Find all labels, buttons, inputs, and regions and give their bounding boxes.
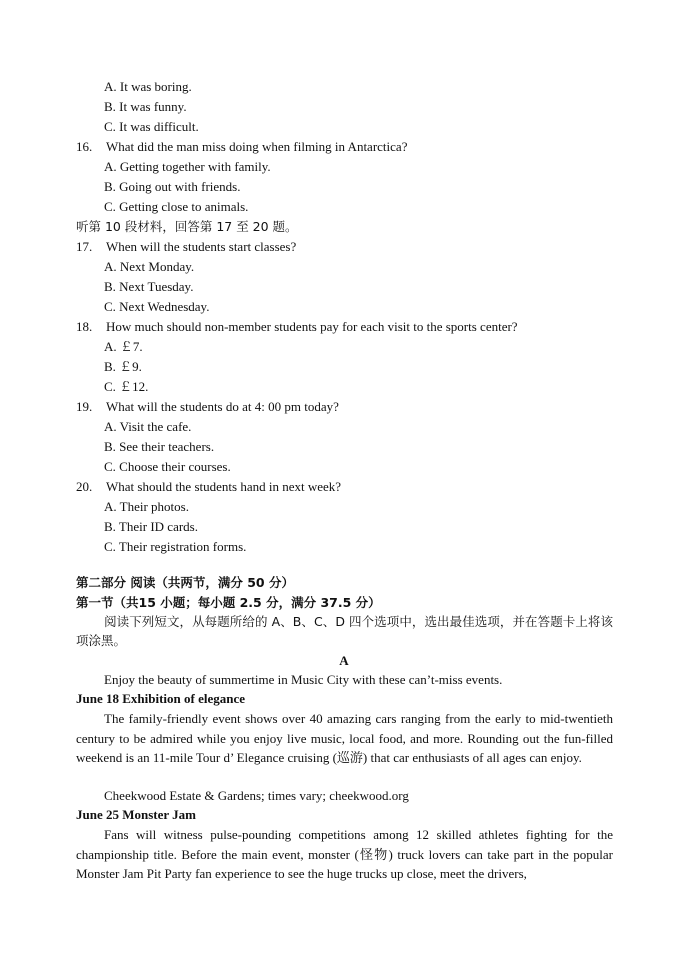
section-1-heading: 第一节（共15 小题；每小题 2.5 分，满分 37.5 分） <box>76 595 381 610</box>
q18-question: How much should non-member students pay for each visit to the sports center? <box>106 319 518 334</box>
q18-option-b: B. ￡9. <box>104 359 142 374</box>
q17-option-b: B. Next Tuesday. <box>104 279 194 294</box>
event-2-body <box>76 825 613 884</box>
q16-question: What did the man miss doing when filming in Antarctica? <box>106 139 408 154</box>
event-1-title: June 18 Exhibition of elegance <box>76 691 246 706</box>
q19-option-a: A. Visit the cafe. <box>104 419 192 434</box>
q17-number: 17. <box>76 239 93 254</box>
q20-option-a: A. Their photos. <box>104 499 189 514</box>
event-1-venue: Cheekwood Estate & Gardens; times vary; cheekwood.org <box>104 788 409 803</box>
q16-option-a: A. Getting together with family. <box>104 159 271 174</box>
q18-option-a: A. ￡7. <box>104 339 143 354</box>
q15-option-a: A. It was boring. <box>104 79 192 94</box>
q16-option-c: C. Getting close to animals. <box>104 199 249 214</box>
q20-number: 20. <box>76 479 93 494</box>
q16-number: 16. <box>76 139 93 154</box>
q19-number: 19. <box>76 399 93 414</box>
reading-instructions-text: 阅读下列短文，从每题所给的 A、B、C、D 四个选项中，选出最佳选项，并在答题卡上将该项涂黑。 <box>76 614 613 648</box>
passage-label: A <box>339 653 349 668</box>
q19-option-c: C. Choose their courses. <box>104 459 231 474</box>
q16-option-b: B. Going out with friends. <box>104 179 241 194</box>
q18-number: 18. <box>76 319 93 334</box>
event-2-body-text: Fans will witness pulse-pounding competitions among 12 skilled athletes fighting for the championship title. Before the main event, monster (怪物) truck lovers can take part in the popular Monster Jam Pit Party fan experience to see the huge trucks up close, meet the drivers, <box>76 827 613 882</box>
part-2-heading: 第二部分 阅读（共两节，满分 50 分） <box>76 575 294 590</box>
reading-instructions <box>76 612 613 650</box>
q17-option-c: C. Next Wednesday. <box>104 299 210 314</box>
q20-option-c: C. Their registration forms. <box>104 539 247 554</box>
event-1-body-text: The family-friendly event shows over 40 amazing cars ranging from the early to mid-twentieth century to be admired while you enjoy live music, local food, and more. Rounding out the fun-filled weekend is an 11-mile Tour d’ Elegance cruising (巡游) that car enthusiasts of all ages can enjoy. <box>76 711 613 766</box>
passage-intro: Enjoy the beauty of summertime in Music City with these can’t-miss events. <box>104 672 503 687</box>
q17-question: When will the students start classes? <box>106 239 297 254</box>
q19-question: What will the students do at 4: 00 pm today? <box>106 399 339 414</box>
q15-option-c: C. It was difficult. <box>104 119 199 134</box>
q20-option-b: B. Their ID cards. <box>104 519 198 534</box>
q19-option-b: B. See their teachers. <box>104 439 215 454</box>
q15-option-b: B. It was funny. <box>104 99 187 114</box>
q18-option-c: C. ￡12. <box>104 379 149 394</box>
event-1-body <box>76 709 613 768</box>
q17-option-a: A. Next Monday. <box>104 259 195 274</box>
q20-question: What should the students hand in next week? <box>106 479 342 494</box>
section-10-intro: 听第 10 段材料，回答第 17 至 20 题。 <box>76 219 298 234</box>
event-2-title: June 25 Monster Jam <box>76 807 197 822</box>
